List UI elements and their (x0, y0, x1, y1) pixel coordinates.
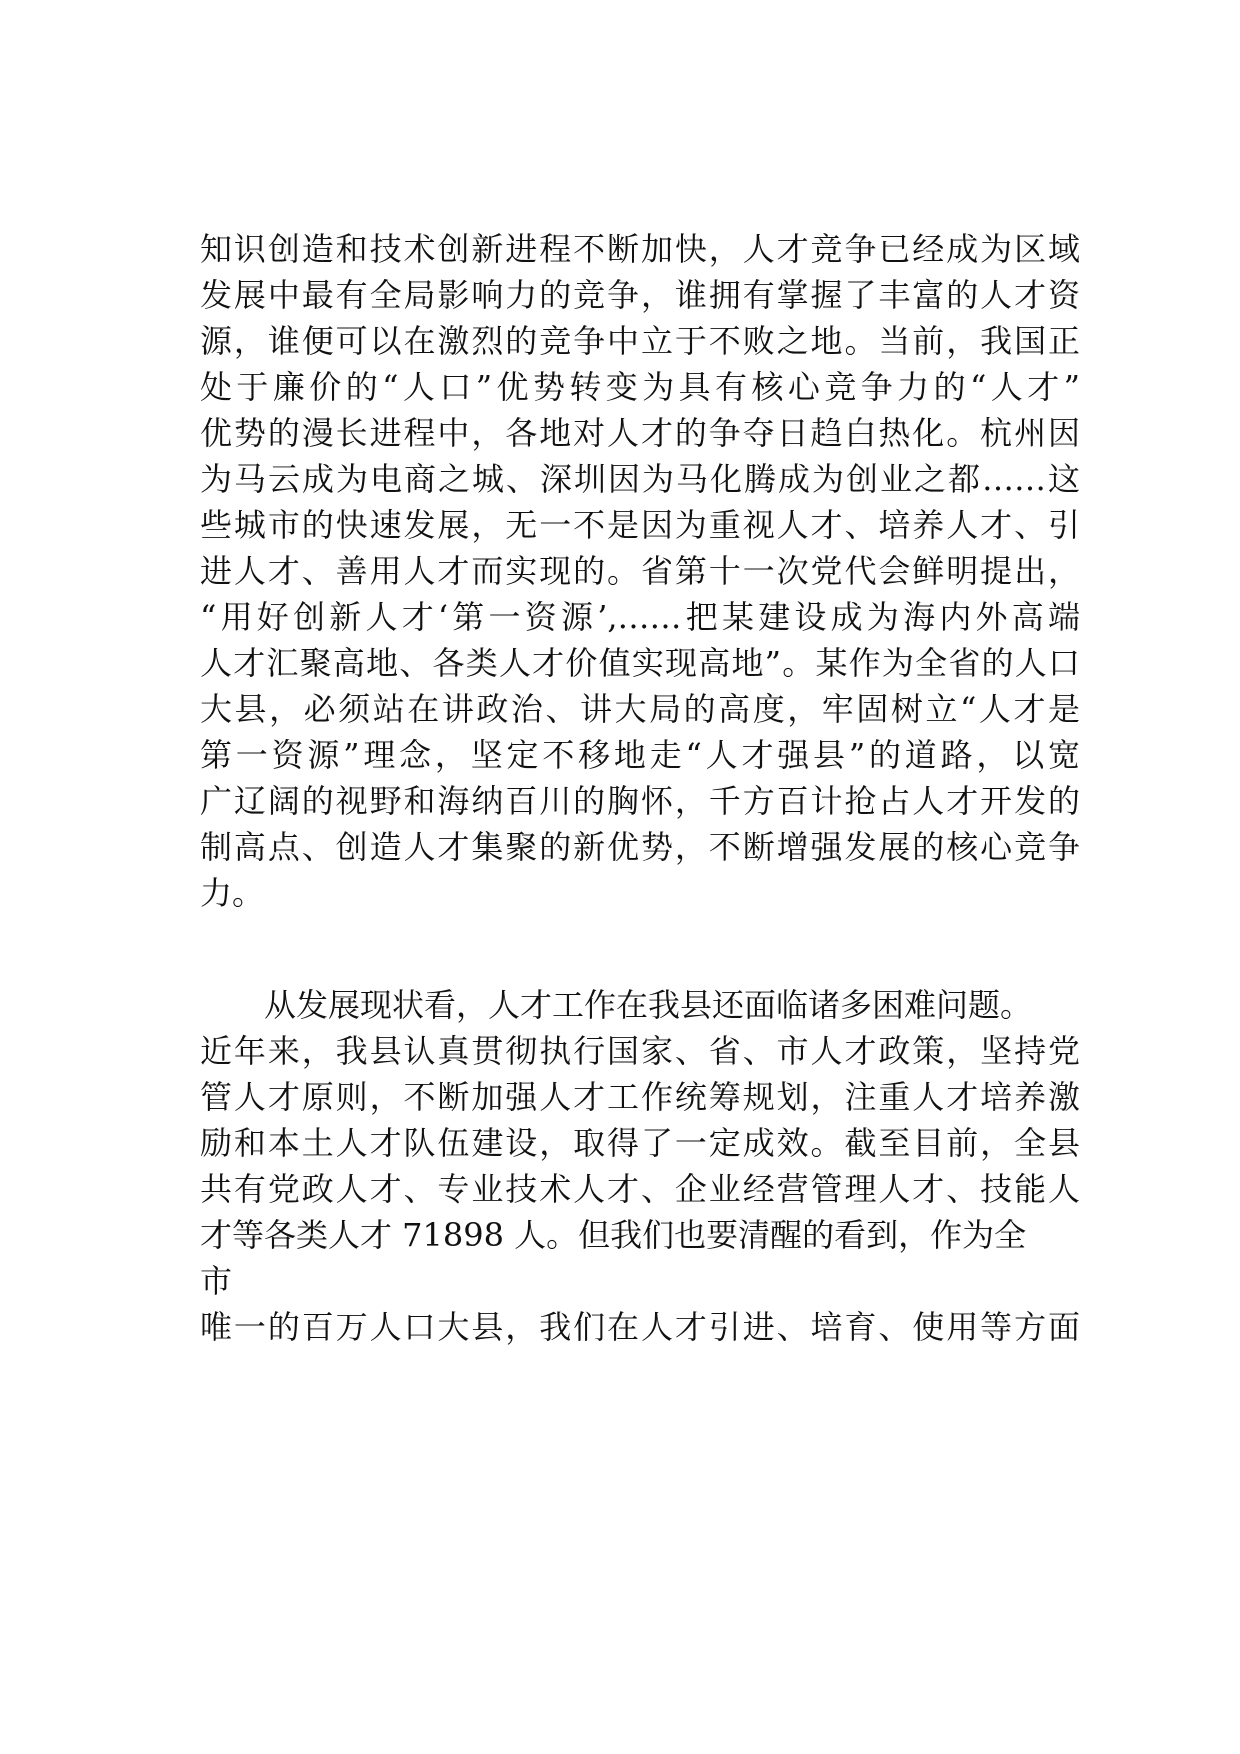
text-line: 人才汇聚高地、各类人才价值实现高地”。某作为全省的人口 (200, 644, 1080, 682)
text-line: 优势的漫长进程中，各地对人才的争夺日趋白热化。杭州因 (200, 414, 1080, 452)
text-line: 为马云成为电商之城、深圳因为马化腾成为创业之都……这 (200, 460, 1080, 498)
text-line: “用好创新人才‘第一资源’,……把某建设成为海内外高端 (200, 598, 1080, 636)
text-line: 近年来，我县认真贯彻执行国家、省、市人才政策，坚持党 (200, 1032, 1080, 1070)
text-line: 源，谁便可以在激烈的竞争中立于不败之地。当前，我国正 (200, 322, 1080, 360)
text-line: 唯一的百万人口大县，我们在人才引进、培育、使用等方面 (200, 1308, 1080, 1346)
text-line: 大县，必须站在讲政治、讲大局的高度，牢固树立“人才是 (200, 690, 1080, 728)
text-line: 管人才原则，不断加强人才工作统筹规划，注重人才培养激 (200, 1078, 1080, 1116)
text-line: 进人才、善用人才而实现的。省第十一次党代会鲜明提出， (200, 552, 1080, 590)
text-line: 发展中最有全局影响力的竞争，谁拥有掌握了丰富的人才资 (200, 276, 1080, 314)
text-line-indented: 从发展现状看，人才工作在我县还面临诸多困难问题。 (264, 986, 1033, 1024)
text-line: 些城市的快速发展，无一不是因为重视人才、培养人才、引 (200, 506, 1080, 544)
text-line: 知识创造和技术创新进程不断加快，人才竞争已经成为区域 (200, 230, 1080, 268)
text-line: 第一资源”理念，坚定不移地走“人才强县”的道路，以宽 (200, 736, 1080, 774)
text-line: 力。 (200, 874, 265, 912)
text-line: 励和本土人才队伍建设，取得了一定成效。截至目前，全县 (200, 1124, 1080, 1162)
text-line: 共有党政人才、专业技术人才、企业经营管理人才、技能人 (200, 1170, 1080, 1208)
text-line: 广辽阔的视野和海纳百川的胸怀，千方百计抢占人才开发的 (200, 782, 1080, 820)
text-line: 处于廉价的“人口”优势转变为具有核心竞争力的“人才” (200, 368, 1080, 406)
text-line: 才等各类人才 71898 人。但我们也要清醒的看到，作为全 (200, 1216, 1027, 1254)
text-line: 制高点、创造人才集聚的新优势，不断增强发展的核心竞争 (200, 828, 1080, 866)
paragraph-current-status (200, 982, 1080, 1350)
text-line: 市 (200, 1262, 233, 1300)
paragraph-talent-competition (200, 226, 1080, 916)
